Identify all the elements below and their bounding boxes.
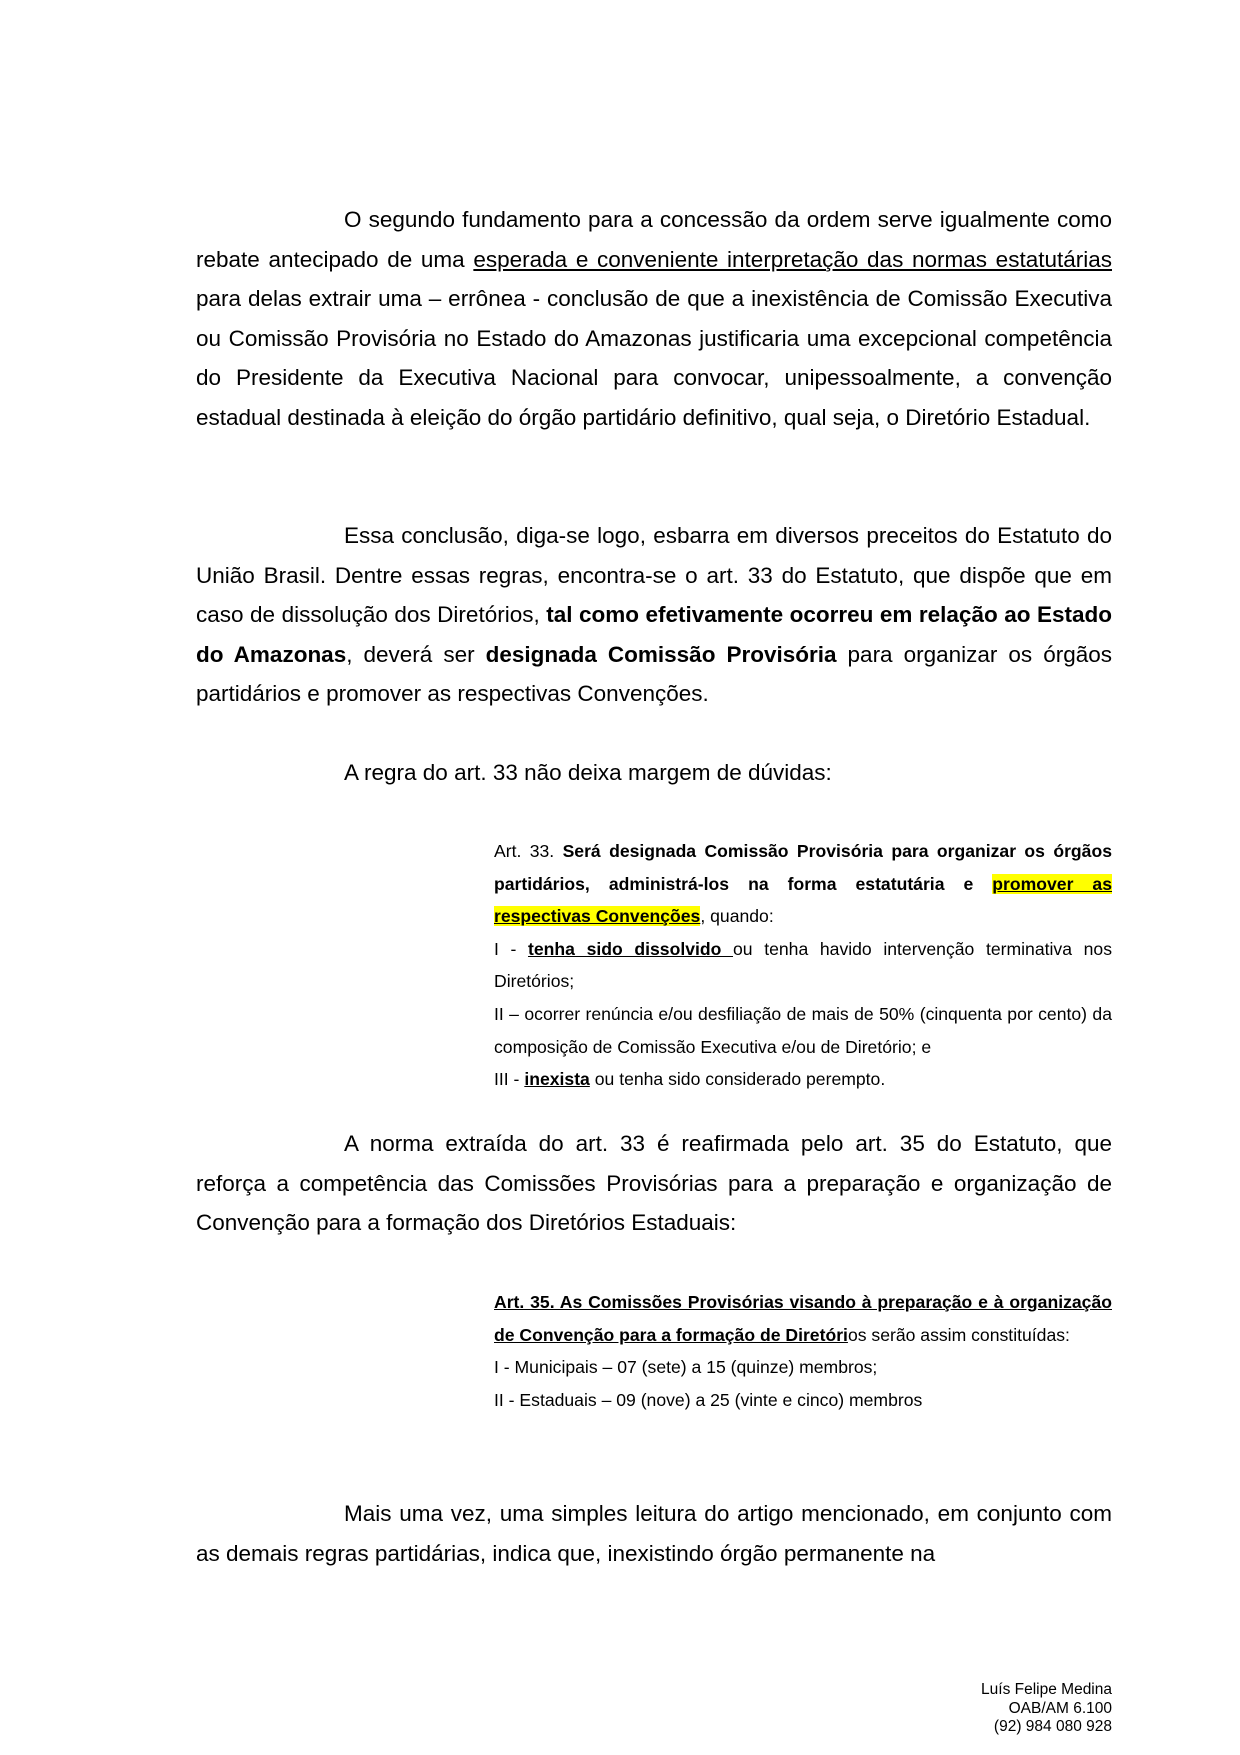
paragraph-2-part-d: para organizar os órgãos partidários e promover as respectivas Convenções. <box>196 641 1113 707</box>
item-iii-prefix: III - <box>494 1069 525 1090</box>
quote-art-35-rest: os serão assim constituídas: <box>847 1324 1070 1345</box>
quote-art-33-item-iii <box>494 1063 1112 1096</box>
paragraph-1-underlined: esperada e conveniente interpretação das normas estatutárias <box>473 246 1112 272</box>
footer-phone: (92) 984 080 928 <box>993 1718 1112 1735</box>
quote-art-33-highlight: promover as respectivas Convenções <box>494 873 1113 927</box>
quote-art-33-item-ii: II – ocorrer renúncia e/ou desfiliação de mais de 50% (cinquenta por cento) da composição de Comissão Executiva e/ou de Diretório; e <box>494 1003 1112 1057</box>
paragraph-5: Mais uma vez, uma simples leitura do artigo mencionado, em conjunto com as demais regras partidárias, indica que, inexistindo órgão permanente na <box>196 1501 1112 1566</box>
item-iii-rest: ou tenha sido considerado perempto. <box>589 1069 886 1090</box>
footer-signature <box>981 1681 1112 1737</box>
quote-art-35 <box>494 1286 1112 1416</box>
item-i-underlined: tenha sido dissolvido <box>528 938 734 959</box>
item-i-prefix: I - <box>494 938 529 959</box>
quote-art-35-item-i: I - Municipais – 07 (sete) a 15 (quinze) membros; <box>494 1357 878 1378</box>
quote-art-35-heading <box>494 1286 1112 1351</box>
paragraph-1 <box>196 200 1112 438</box>
paragraph-2-bold-1: tal como efetivamente ocorreu em relação ao Estado do Amazonas <box>196 602 1112 667</box>
quote-art-35-bold: Art. 35. As Comissões Provisórias visando à preparação e à organização de Convenção para a formação de Diretóri <box>494 1292 1112 1345</box>
paragraph-2-bold-2: designada Comissão Provisória <box>485 641 837 667</box>
footer-name: Luís Felipe Medina <box>981 1681 1112 1698</box>
quote-art-33-heading <box>494 835 1112 933</box>
paragraph-4: A norma extraída do art. 33 é reafirmada pelo art. 35 do Estatuto, que reforça a competência das Comissões Provisórias para a preparação e organização de Convenção para a formação dos Diretórios Estaduais: <box>196 1131 1112 1236</box>
item-i-rest: ou tenha havido intervenção terminativa nos Diretórios; <box>494 938 1112 992</box>
quote-art-33-tail: , quando: <box>700 906 774 927</box>
quote-art-33-bold: Será designada Comissão Provisória para organizar os órgãos partidários, administrá-los na forma estatutária e <box>494 841 1112 894</box>
quote-art-33-item-i <box>494 933 1112 998</box>
quote-art-33 <box>494 835 1112 1096</box>
paragraph-2-part-c: , deverá ser <box>346 641 486 667</box>
paragraph-2 <box>196 516 1112 714</box>
paragraph-2-part-a: Essa conclusão, diga-se logo, esbarra em diversos preceitos do Estatuto do União Brasil. Dentre essas regras, encontra-se o art. 33 do Estatuto, que dispõe que em caso de dissolução dos Diretórios, <box>196 523 1112 628</box>
quote-art-33-label: Art. 33. <box>494 841 563 861</box>
footer-oab: OAB/AM 6.100 <box>1008 1699 1112 1717</box>
paragraph-1-part-a: O segundo fundamento para a concessão da ordem serve igualmente como rebate antecipado de uma <box>196 207 1112 272</box>
paragraph-3: A regra do art. 33 não deixa margem de dúvidas: <box>344 760 832 785</box>
paragraph-1-part-b: para delas extrair uma – errônea - conclusão de que a inexistência de Comissão Executiva ou Comissão Provisória no Estado do Amazonas justificaria uma excepcional competência do Presidente da Executiva Nacional para convocar, unipessoalmente, a convenção estadual destinada à eleição do órgão partidário definitivo, qual seja, o Diretório Estadual. <box>196 286 1112 430</box>
quote-art-35-item-ii: II - Estaduais – 09 (nove) a 25 (vinte e cinco) membros <box>494 1389 923 1410</box>
item-iii-underlined: inexista <box>524 1069 590 1090</box>
